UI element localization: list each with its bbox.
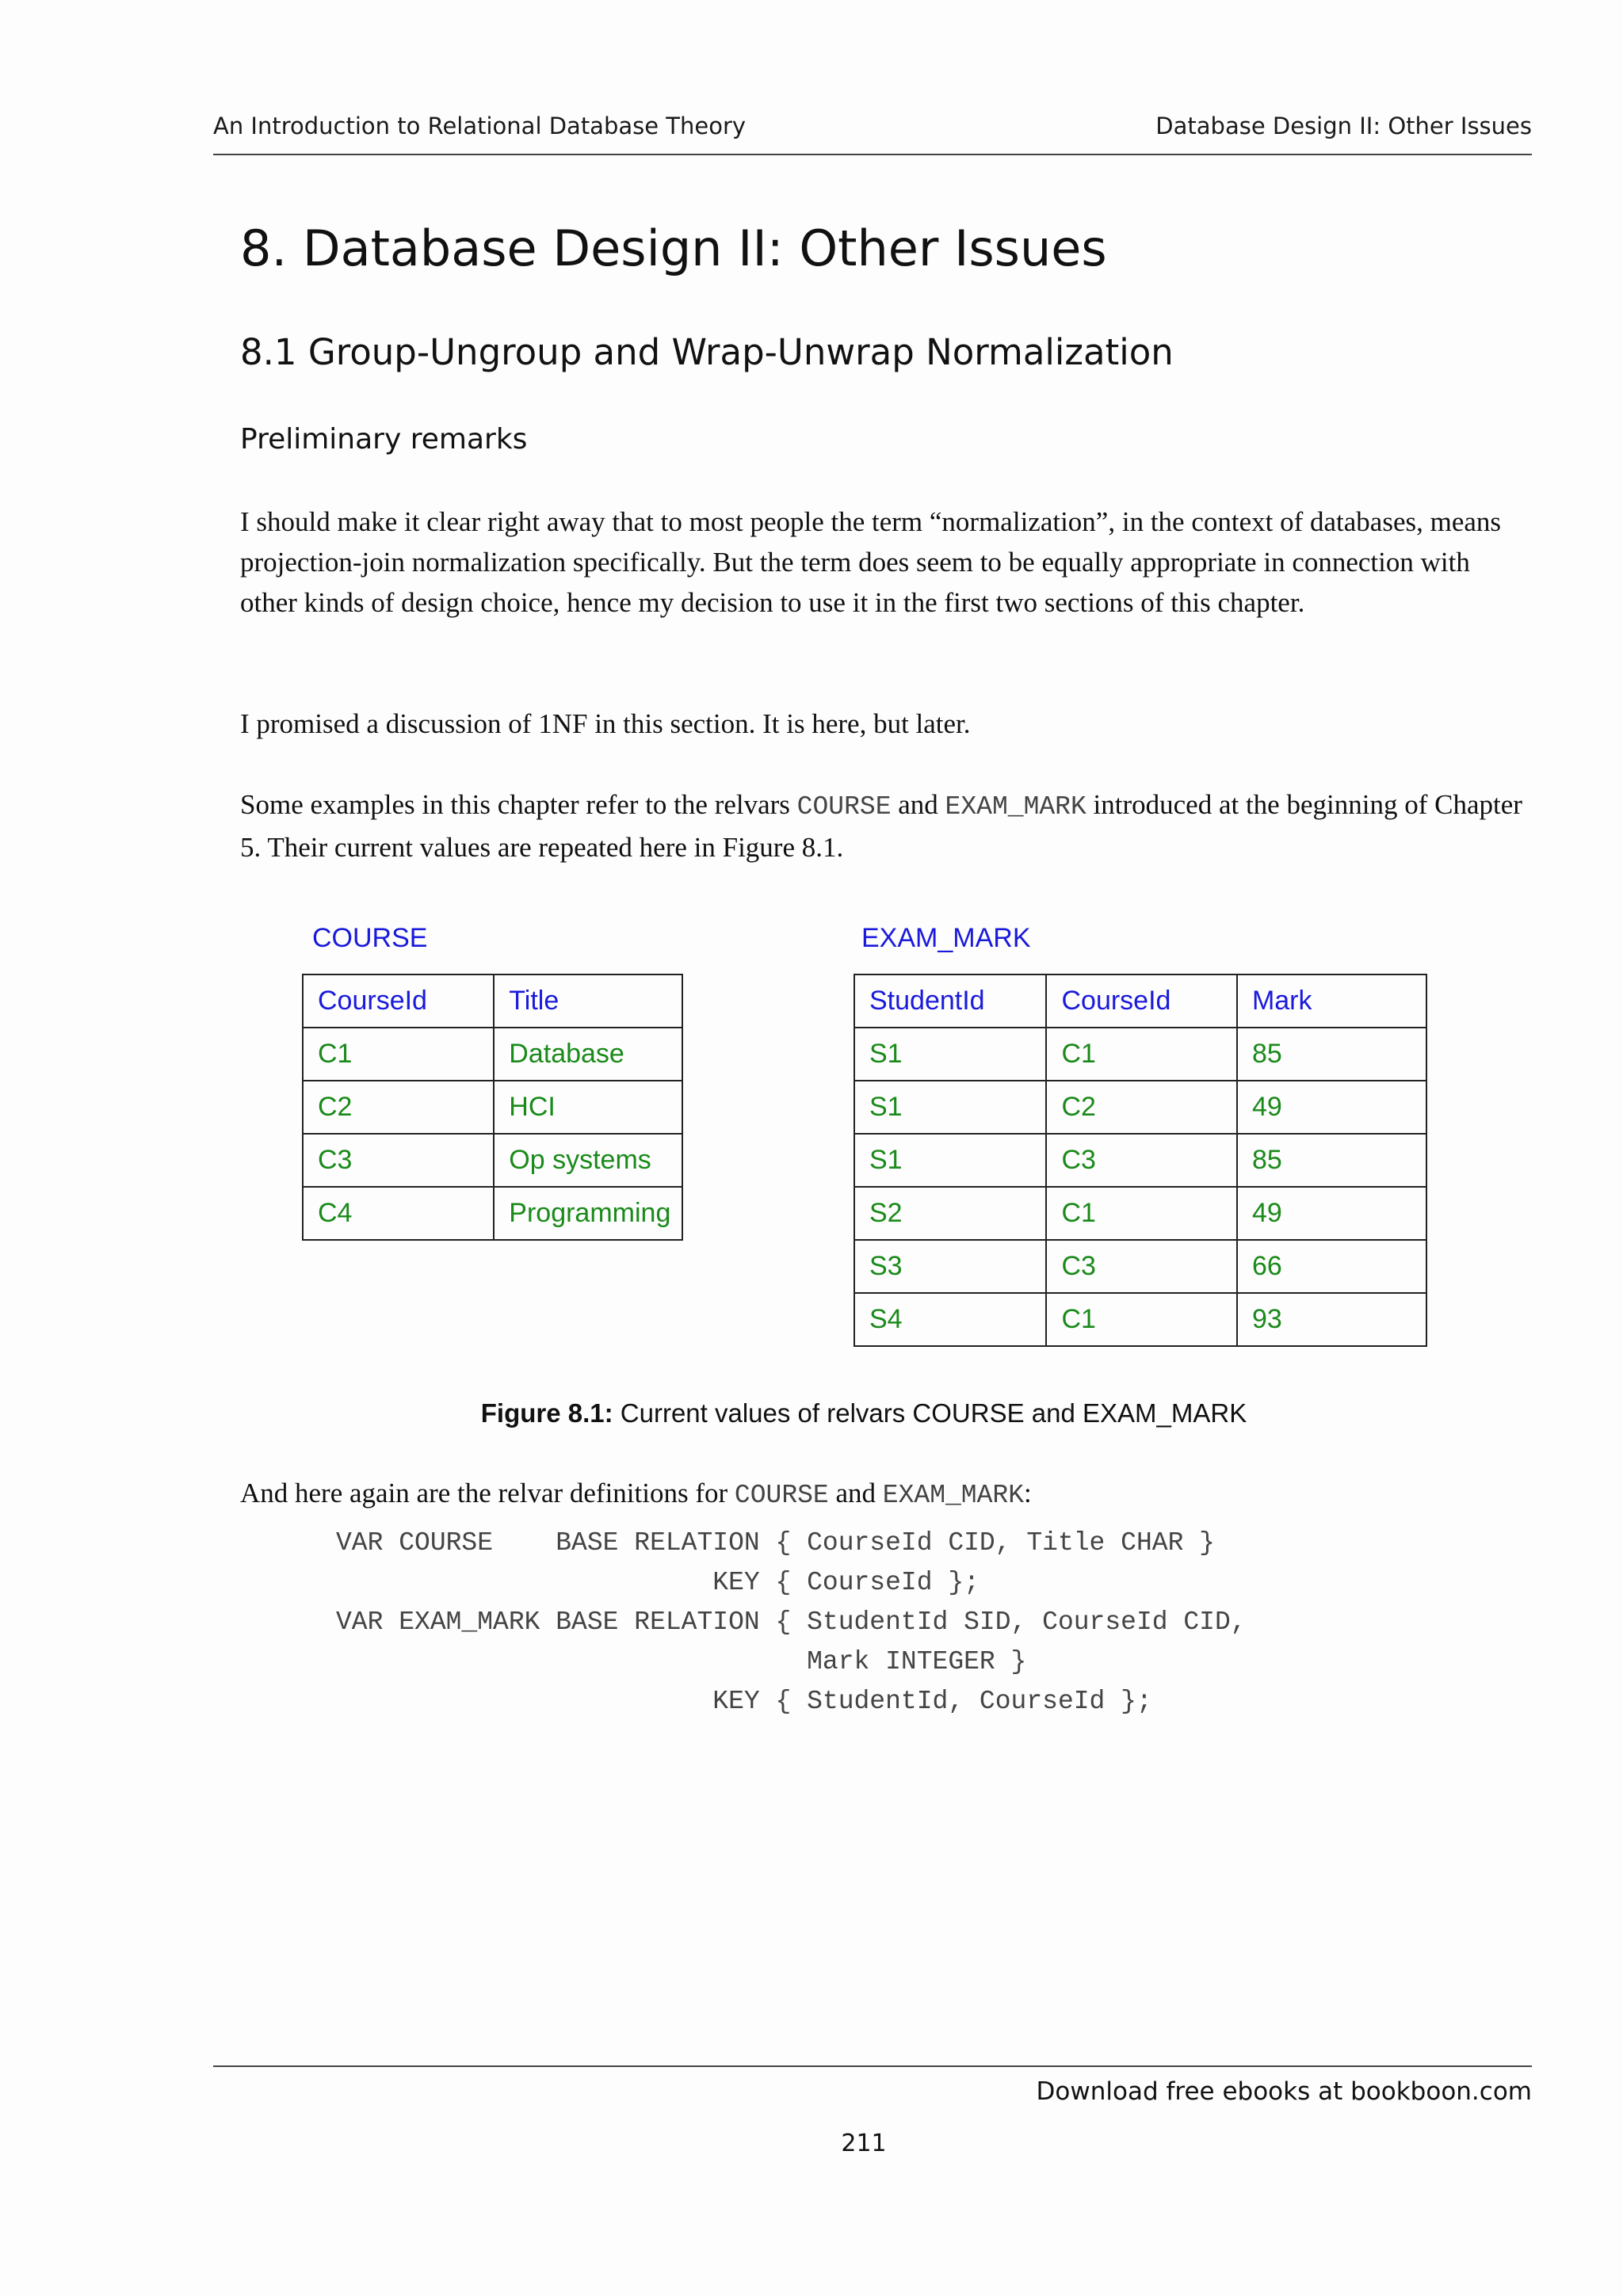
table-row — [854, 1134, 1426, 1187]
subsection-title: Preliminary remarks — [240, 423, 528, 456]
table-row — [854, 1240, 1426, 1293]
paragraph-normalization: I should make it clear right away that to most people the term “normalization”, in the context of databases, means projection-join normalization specifically. But the term does seem to be equally appropriate in connection with other kinds of design choice, hence my decision to use it in the first two sections of this chapter. — [240, 506, 1502, 618]
course-cell: HCI — [494, 1081, 682, 1134]
exam-mark-cell: S1 — [854, 1028, 1046, 1081]
exam-mark-relvar-label: EXAM_MARK — [861, 923, 1031, 953]
exam-mark-cell: C3 — [1046, 1240, 1236, 1293]
footer-rule — [213, 2065, 1532, 2067]
figure-caption — [0, 1398, 1623, 1428]
exam-mark-table — [854, 974, 1427, 1347]
exam-mark-cell: 49 — [1237, 1081, 1426, 1134]
exam-mark-cell: C1 — [1046, 1293, 1236, 1346]
paragraph-relvar-definitions: And here again are the relvar definitions for COURSE and EXAM_MARK: — [240, 1478, 1032, 1510]
exam-mark-cell: S3 — [854, 1240, 1046, 1293]
course-cell: Database — [494, 1028, 682, 1081]
running-header-right: Database Design II: Other Issues — [1155, 113, 1532, 139]
exam-mark-cell: C2 — [1046, 1081, 1236, 1134]
course-header-courseid: CourseId — [303, 974, 494, 1028]
exam-mark-cell: 85 — [1237, 1134, 1426, 1187]
table-row — [303, 1187, 682, 1240]
course-cell: C4 — [303, 1187, 494, 1240]
exam-mark-cell: S1 — [854, 1081, 1046, 1134]
code-course: COURSE — [796, 792, 892, 822]
page-number: 211 — [841, 2130, 887, 2157]
course-cell: Op systems — [494, 1134, 682, 1187]
exam-mark-header-courseid: CourseId — [1046, 974, 1236, 1028]
table-row — [303, 1134, 682, 1187]
course-cell: C2 — [303, 1081, 494, 1134]
exam-mark-header-row — [854, 974, 1426, 1028]
table-row — [303, 1081, 682, 1134]
figure-caption-text: Current values of relvars COURSE and EXAM_MARK — [613, 1398, 1247, 1428]
exam-mark-cell: 93 — [1237, 1293, 1426, 1346]
course-relvar-label: COURSE — [312, 923, 428, 953]
course-header-title: Title — [494, 974, 682, 1028]
paragraph-1nf-promise: I promised a discussion of 1NF in this section. It is here, but later. — [240, 708, 971, 739]
exam-mark-cell: S1 — [854, 1134, 1046, 1187]
exam-mark-header-studentid: StudentId — [854, 974, 1046, 1028]
table-row — [303, 1028, 682, 1081]
exam-mark-cell: C1 — [1046, 1187, 1236, 1240]
exam-mark-cell: C1 — [1046, 1028, 1236, 1081]
course-header-row — [303, 974, 682, 1028]
exam-mark-cell: 85 — [1237, 1028, 1426, 1081]
course-table — [302, 974, 683, 1241]
table-row — [854, 1028, 1426, 1081]
code-exam-mark: EXAM_MARK — [882, 1481, 1025, 1510]
course-cell: C1 — [303, 1028, 494, 1081]
bookboon-link[interactable]: Download free ebooks at bookboon.com — [1036, 2077, 1532, 2106]
exam-mark-cell: S4 — [854, 1293, 1046, 1346]
exam-mark-cell: 66 — [1237, 1240, 1426, 1293]
section-title: 8.1 Group-Ungroup and Wrap-Unwrap Normalization — [240, 331, 1174, 373]
course-cell: C3 — [303, 1134, 494, 1187]
code-exam-mark: EXAM_MARK — [945, 792, 1086, 822]
course-cell: Programming — [494, 1187, 682, 1240]
exam-mark-cell: 49 — [1237, 1187, 1426, 1240]
exam-mark-header-mark: Mark — [1237, 974, 1426, 1028]
relvar-definition-code: VAR COURSE BASE RELATION { CourseId CID, Title CHAR } KEY { CourseId }; VAR EXAM_MARK BASE RELATION { StudentId SID, CourseId CID, Mark INTEGER } KEY { StudentId, CourseId }; — [336, 1528, 1247, 1716]
paragraph-examples: Some examples in this chapter refer to the relvars COURSE and EXAM_MARK introduced at the beginning of Chapter 5. Their current values are repeated here in Figure 8.1. — [240, 789, 1522, 863]
running-header-left: An Introduction to Relational Database Theory — [213, 113, 747, 139]
table-row — [854, 1081, 1426, 1134]
table-row — [854, 1187, 1426, 1240]
exam-mark-cell: S2 — [854, 1187, 1046, 1240]
chapter-title: 8. Database Design II: Other Issues — [240, 219, 1107, 277]
table-row — [854, 1293, 1426, 1346]
header-rule — [213, 154, 1532, 155]
exam-mark-cell: C3 — [1046, 1134, 1236, 1187]
code-course: COURSE — [734, 1481, 829, 1510]
figure-caption-label: Figure 8.1: — [480, 1398, 613, 1428]
